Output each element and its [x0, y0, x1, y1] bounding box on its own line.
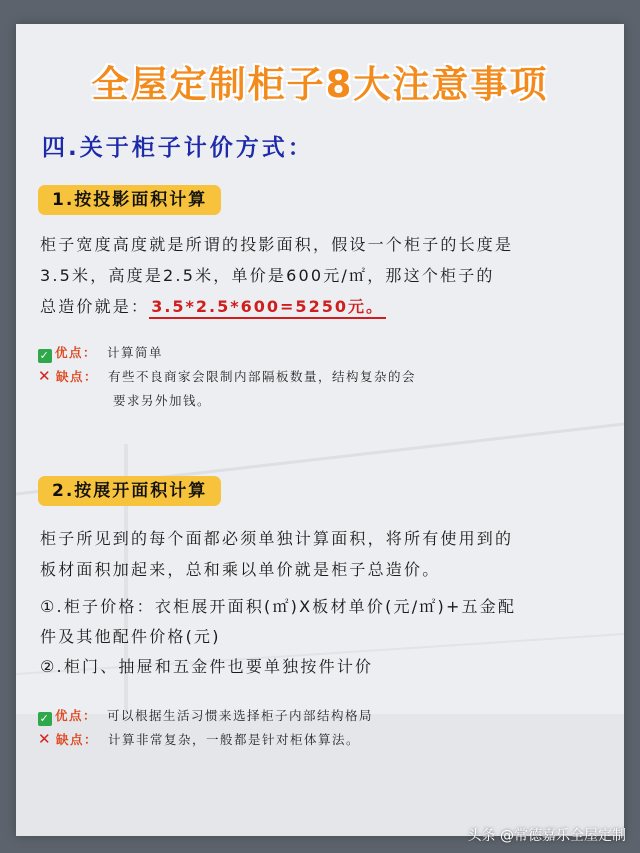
- pros-label: 优点：: [55, 345, 98, 360]
- cons-text: 计算非常复杂，一般都是针对柜体算法。: [108, 732, 361, 747]
- check-icon: ✓: [39, 349, 51, 362]
- method2-line2: 板材面积加起来，总和乘以单价就是柜子总造价。: [40, 560, 441, 579]
- method2-description: [40, 523, 615, 585]
- method1-line2: 3.5米，高度是2.5米，单价是600元/㎡，那这个柜子的: [40, 266, 495, 285]
- page-title: 全屋定制柜子8大注意事项: [91, 63, 549, 106]
- method2-pros: [38, 705, 373, 727]
- pros-text: 可以根据生活习惯来选择柜子内部结构格局: [107, 708, 374, 723]
- cons-label: 缺点：: [56, 369, 99, 384]
- method1-line3-prefix: 总造价就是：: [40, 297, 150, 316]
- method1-line1: 柜子宽度高度就是所谓的投影面积，假设一个柜子的长度是: [40, 235, 514, 254]
- cons-text: 有些不良商家会限制内部隔板数量，结构复杂的会: [108, 369, 417, 384]
- method2-line3: ①.柜子价格：衣柜展开面积(㎡)X板材单价(元/㎡)+五金配: [40, 597, 517, 616]
- method1-line3: [40, 291, 615, 322]
- method2-pricing: [40, 592, 615, 682]
- check-icon: ✓: [39, 712, 51, 725]
- pros-text: 计算简单: [107, 345, 164, 360]
- method2-line1: 柜子所见到的每个面都必须单独计算面积，将所有使用到的: [40, 529, 514, 548]
- method1-label: 1.按投影面积计算: [38, 185, 221, 215]
- pros-label: 优点：: [55, 708, 98, 723]
- method2-label: 2.按展开面积计算: [38, 476, 221, 506]
- method1-pros: [38, 342, 163, 364]
- cons-label: 缺点：: [56, 732, 99, 747]
- method2-line4: 件及其他配件价格(元): [40, 627, 221, 646]
- cross-icon: ✕: [38, 367, 53, 385]
- watermark: 头条 @常德嘉乐全屋定制: [467, 828, 626, 844]
- poster-card: [16, 24, 624, 836]
- method1-description: [40, 229, 615, 322]
- method1-formula: 3.5*2.5*600=5250元。: [149, 297, 386, 319]
- section-heading: 四.关于柜子计价方式：: [42, 135, 314, 161]
- method1-cons: [38, 365, 416, 388]
- method1-cons-cont: 要求另外加钱。: [113, 393, 212, 408]
- method2-line5: ②.柜门、抽屉和五金件也要单独按件计价: [40, 657, 374, 676]
- cross-icon: ✕: [38, 730, 53, 748]
- method2-cons: [38, 728, 360, 751]
